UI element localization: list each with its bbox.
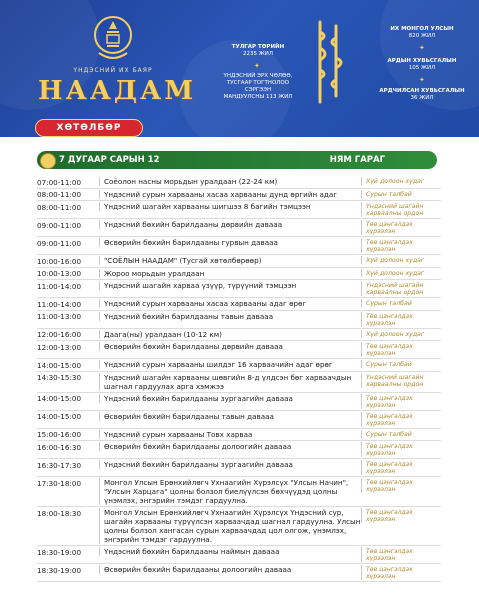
anniversary-peoples-revolution [372, 58, 472, 72]
schedule-event: Өсвөрийн бөхийн барилдааны тавын давааа [99, 412, 361, 421]
schedule-row [37, 341, 441, 359]
anniversary-independence-line2: ТУСГААР ТОГТНОЛОО СЭРГЭЭН [226, 80, 290, 93]
day-weekday: НЯМ ГАРАГ [329, 155, 385, 165]
schedule-venue: Төв цэнгэлдэх хүрээлэн [361, 478, 441, 493]
schedule-event: Өсвөрийн бөхийн барилдааны долоогийн давааа [99, 565, 361, 574]
schedule-event: Өсвөрийн бөхийн барилдааны гурвын давааа [99, 238, 361, 247]
schedule-row [37, 429, 441, 442]
schedule-time: 18:00-18:30 [37, 508, 82, 518]
schedule-time: 16:30-17:30 [37, 460, 82, 470]
schedule-time: 11:00-13:00 [37, 312, 82, 321]
festival-header [0, 0, 479, 137]
schedule-event: Даага(ны) уралдаан (10-12 км) [99, 330, 361, 339]
schedule-row [37, 176, 441, 189]
schedule-time: 09:00-11:00 [37, 220, 82, 230]
schedule-row [37, 546, 441, 564]
schedule-time: 15:00-16:00 [37, 430, 82, 439]
anniversary-peoples-revolution-line2: 105 ЖИЛ [408, 65, 436, 71]
day-header [37, 151, 437, 169]
schedule-venue: Сурын талбай [361, 360, 441, 368]
anniversary-great-mongol-line2: 820 ЖИЛ [408, 33, 436, 39]
schedule-time: 14:00-15:00 [37, 394, 82, 403]
schedule-row [37, 477, 441, 507]
schedule-venue: Сурын талбай [361, 190, 441, 198]
schedule-row [37, 441, 441, 459]
schedule-event: Үндэсний шагайн харвааны шигшээ 8 багийн тэмцээн [99, 202, 361, 211]
schedule-time: 14:30-15:30 [37, 373, 82, 382]
star-icon: ✦ [254, 62, 260, 70]
schedule-venue: Үндэсний шагайн харваалны ордон [361, 202, 441, 217]
schedule-venue: Төв цэнгэлдэх хүрээлэн [361, 412, 441, 427]
sun-icon [40, 153, 56, 169]
schedule-event: Жороо морьдын уралдаан [99, 269, 361, 278]
schedule-event: "СОЁЛЫН НААДАМ" (Тусгай хөтөлбөрөөр) [99, 256, 361, 265]
schedule-venue: Төв цэнгэлдэх хүрээлэн [361, 342, 441, 357]
schedule-time: 07:00-11:00 [37, 177, 82, 187]
schedule-row [37, 459, 441, 477]
schedule-row [37, 372, 441, 393]
schedule-event: Үндэсний сурын харвааны хасаа харвааны дунд өргийн адаг [99, 190, 361, 199]
schedule-row [37, 219, 441, 237]
schedule-venue: Хүй долоон худаг [361, 256, 441, 264]
schedule-event: Үндэсний шагайн харвааны шөвгийн 8-д үлдсэн бөг харваачдын шагнал гардуулах арга хэмжээ [99, 373, 361, 391]
schedule-venue: Хүй долоон худаг [361, 177, 441, 185]
schedule-event: Үндэсний бөхийн барилдааны наймын давааа [99, 547, 361, 556]
schedule-event: Үндэсний сурын харвааны Товх харваа [99, 430, 361, 439]
schedule-venue: Сурын талбай [361, 430, 441, 438]
schedule-row [37, 359, 441, 372]
schedule-row [37, 237, 441, 255]
schedule-row [37, 507, 441, 546]
schedule-row [37, 280, 441, 298]
schedule-time: 10:00-16:00 [37, 256, 82, 266]
schedule-row [37, 268, 441, 281]
schedule-venue: Төв цэнгэлдэх хүрээлэн [361, 508, 441, 523]
anniversary-tulgar-line1: ТУЛГАР ТӨРИЙН [231, 44, 285, 50]
anniversary-democratic-revolution-line1: АРДЧИЛСАН ХУВЬСГАЛЫН [379, 88, 465, 94]
schedule-row [37, 329, 441, 342]
anniversary-peoples-revolution-line1: АРДЫН ХУВЬСГАЛЫН [387, 58, 457, 64]
schedule-venue: Төв цэнгэлдэх хүрээлэн [361, 220, 441, 235]
schedule-time: 12:00-13:00 [37, 342, 82, 352]
schedule-time: 18:30-19:00 [37, 565, 82, 575]
schedule-event: Өсвөрийн бөхийн барилдааны дөрвийн давааа [99, 342, 361, 351]
anniversary-independence-line3: МАНДУУЛСНЫ 113 ЖИЛ [223, 94, 293, 100]
schedule-time: 09:00-11:00 [37, 238, 82, 248]
schedule-row [37, 564, 441, 582]
schedule-row [37, 411, 441, 429]
schedule-venue: Төв цэнгэлдэх хүрээлэн [361, 312, 441, 327]
schedule-row [37, 201, 441, 219]
schedule-row [37, 298, 441, 311]
schedule-event: Үндэсний бөхийн барилдааны дөрвийн давааа [99, 220, 361, 229]
schedule-event: Үндэсний бөхийн барилдааны зургаагийн давааа [99, 394, 361, 403]
schedule-venue: Төв цэнгэлдэх хүрээлэн [361, 442, 441, 457]
schedule-venue: Төв цэнгэлдэх хүрээлэн [361, 460, 441, 475]
schedule-event: Монгол Улсын Ерөнхийлөгч Ухнаагийн Хүрэлсүх "Улсын Начин", "Улсын Харцага" цолны болзол биелүүлсэн бөхчүүдэд цолны үнэмлэх, энгэрийн тэмдэг гардуулна. [99, 478, 361, 505]
anniversary-independence-line1: ҮНДЭСНИЙ ЭРХ ЧӨЛӨӨ, [223, 73, 293, 79]
schedule-event: Үндэсний сурын харвааны шилдэг 16 харваачийн адаг өрөг [99, 360, 361, 369]
schedule-event: Монгол Улсын Ерөнхийлөгч Ухнаагийн Хүрэлсүх Үндэсний сур, шагайн харвааны түрүүлсэн харваачдад шагнал гардуулна. Улсын цолны болзол хангасан сурын харваачдад цол олгож, үнэмлэх, энгэрийн тэмдэг гардуулна. [99, 508, 361, 544]
program-label: ХӨТӨЛБӨР [35, 119, 143, 137]
schedule-venue: Сурын талбай [361, 299, 441, 307]
schedule-time: 08:00-11:00 [37, 202, 82, 212]
schedule-time: 12:00-16:00 [37, 330, 82, 339]
anniversary-democratic-revolution [372, 88, 472, 102]
anniversary-tulgar-line2: 2235 ЖИЛ [243, 51, 273, 57]
anniversary-democratic-revolution-line2: 36 ЖИЛ [410, 95, 434, 101]
schedule-time: 10:00-13:00 [37, 269, 82, 278]
schedule-venue: Төв цэнгэлдэх хүрээлэн [361, 565, 441, 580]
schedule-venue: Төв цэнгэлдэх хүрээлэн [361, 394, 441, 409]
schedule-event: Өсвөрийн бөхийн барилдааны долоогийн давааа [99, 442, 361, 451]
star-icon: ✦ [419, 44, 425, 52]
mongolian-script-calligraphy [310, 18, 350, 108]
day-date: 7 ДУГААР САРЫН 12 [59, 155, 160, 165]
schedule-time: 16:00-16:30 [37, 442, 82, 452]
star-icon: ✦ [419, 76, 425, 84]
schedule-time: 11:00-14:00 [37, 299, 82, 309]
schedule-row [37, 189, 441, 202]
schedule-event: Соёолон насны морьдын уралдаан (22-24 км) [99, 177, 361, 186]
schedule-venue: Төв цэнгэлдэх хүрээлэн [361, 238, 441, 253]
schedule-venue: Төв цэнгэлдэх хүрээлэн [361, 547, 441, 562]
anniversary-great-mongol [372, 26, 472, 40]
schedule-row [37, 255, 441, 268]
schedule-time: 11:00-14:00 [37, 281, 82, 291]
schedule-event: Үндэсний сурын харвааны хасаа харвааны адаг өрөг [99, 299, 361, 308]
schedule-venue: Үндэсний шагайн харваалны ордон [361, 373, 441, 388]
schedule-time: 14:00-15:00 [37, 360, 82, 370]
schedule-time: 18:30-19:00 [37, 547, 82, 557]
schedule-time: 08:00-11:00 [37, 190, 82, 199]
schedule-list [37, 176, 441, 582]
soyombo-emblem-icon [93, 15, 133, 63]
schedule-event: Үндэсний шагайн харваа үзүүр, түрүүний тэмцээн [99, 281, 361, 290]
schedule-event: Үндэсний бөхийн барилдааны тавын давааа [99, 312, 361, 321]
schedule-venue: Үндэсний шагайн харваалны ордон [361, 281, 441, 296]
schedule-event: Үндэсний бөхийн барилдааны зургаагийн давааа [99, 460, 361, 469]
anniversary-great-mongol-line1: ИХ МОНГОЛ УЛСЫН [390, 26, 454, 32]
schedule-venue: Хүй долоон худаг [361, 330, 441, 338]
anniversary-tulgar [213, 44, 303, 58]
header-subtitle: ҮНДЭСНИЙ ИХ БАЯР [73, 67, 153, 74]
schedule-row [37, 311, 441, 329]
schedule-venue: Хүй долоон худаг [361, 269, 441, 277]
header-title: НААДАМ [38, 76, 196, 106]
schedule-time: 17:30-18:00 [37, 478, 82, 488]
anniversary-independence [213, 73, 303, 101]
schedule-time: 14:00-15:00 [37, 412, 82, 421]
schedule-row [37, 393, 441, 411]
